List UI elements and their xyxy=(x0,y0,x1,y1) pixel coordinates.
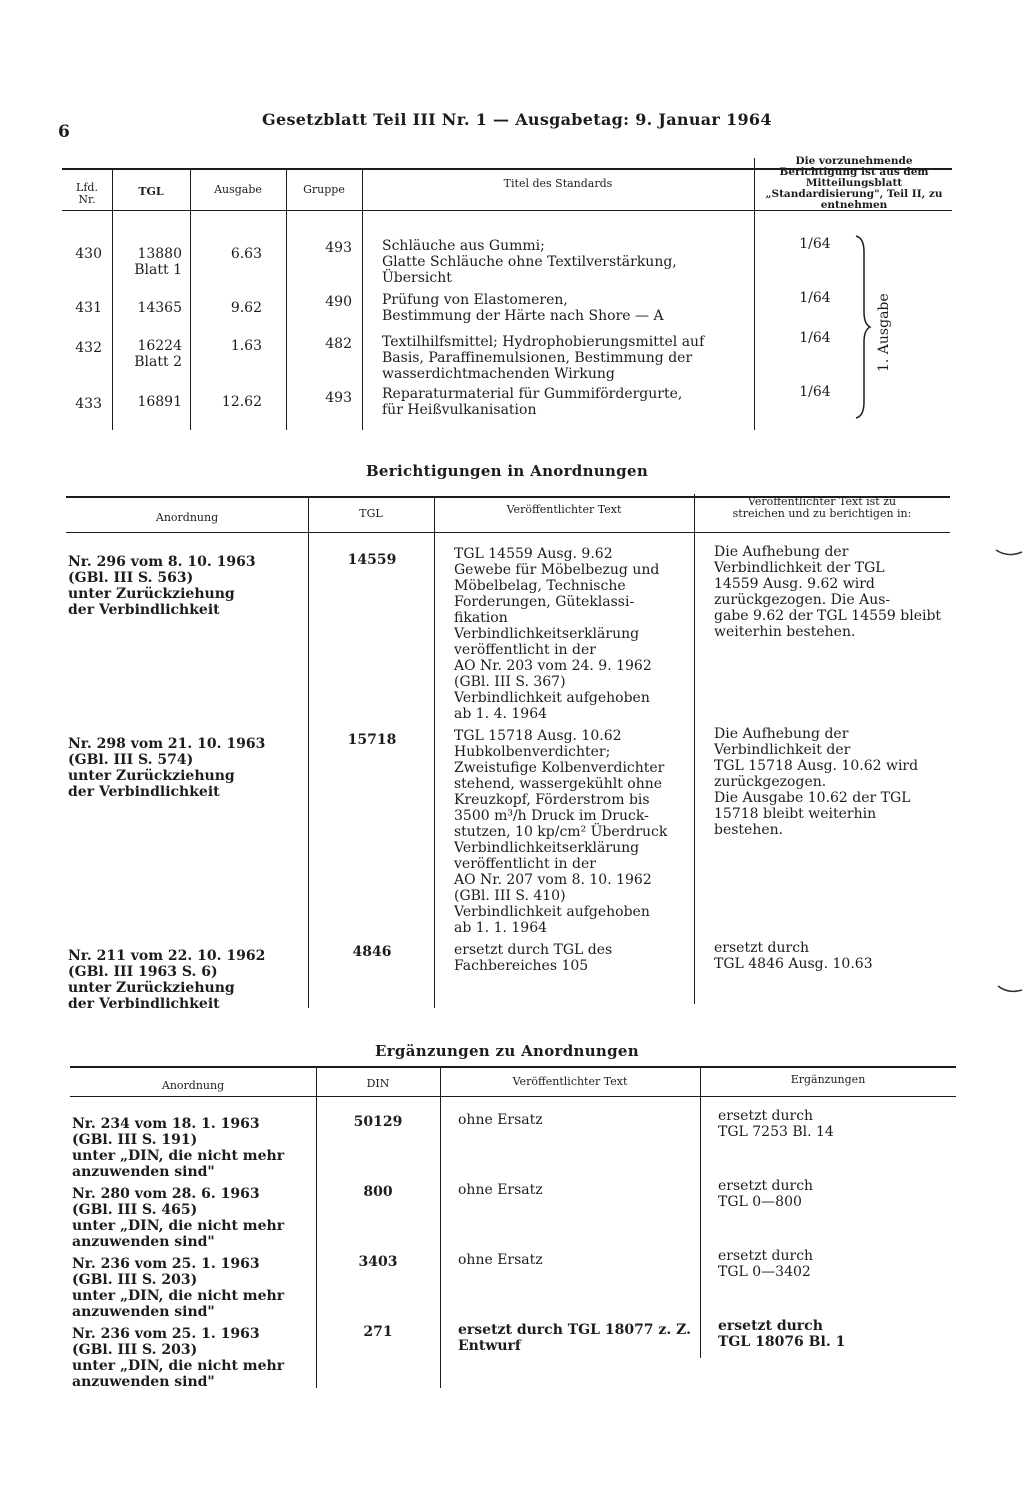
col-header-text: Veröffentlichter Text xyxy=(512,1075,628,1088)
table2-vline xyxy=(308,498,309,1008)
table-row-anordnung: Nr. 236 vom 25. 1. 1963 (GBl. III S. 203) unter „DIN, die nicht mehr anzuwenden sind" xyxy=(72,1256,285,1320)
table-row-text: TGL 15718 Ausg. 10.62 Hubkolbenverdichter; Zweistufige Kolbenverdichter stehend, wassergekühlt ohne Kreuzkopf, Förderstrom bis 3500 m³/h Druck im Druck- stutzen, 10 kp/cm² Überdruck Verbindlichkeitserklärung veröffentlicht in der AO Nr. 207 vom 8. 10. 1962 (GBl. III S. 410) Verbindlichkeit aufgehoben ab 1. 1. 1964 xyxy=(454,728,668,936)
table-row-ber: 1/64 xyxy=(799,330,831,346)
table-row-anordnung: Nr. 298 vom 21. 10. 1963 (GBl. III S. 574) unter Zurückziehung der Verbindlichkeit xyxy=(68,736,266,800)
table-row-anordnung: Nr. 234 vom 18. 1. 1963 (GBl. III S. 191) unter „DIN, die nicht mehr anzuwenden sind" xyxy=(72,1116,285,1180)
table-row-gruppe: 490 xyxy=(325,294,352,310)
table-row-ausgabe: 1.63 xyxy=(230,338,262,354)
brace-icon xyxy=(850,232,874,422)
table-row-titel: Textilhilfsmittel; Hydrophobierungsmittel auf Basis, Paraffinemulsionen, Bestimmung der wasserdichtmachenden Wirkung xyxy=(382,334,705,382)
table1-vline xyxy=(362,170,363,430)
table-row-tgl: 14365 xyxy=(137,300,182,316)
table-row-anordnung: Nr. 236 vom 25. 1. 1963 (GBl. III S. 203) unter „DIN, die nicht mehr anzuwenden sind" xyxy=(72,1326,285,1390)
table3-vline xyxy=(440,1068,441,1388)
table-row-erg: ersetzt durch TGL 0—3402 xyxy=(718,1248,814,1280)
table-row-din: 271 xyxy=(363,1324,393,1340)
table-row-erg: ersetzt durch TGL 0—800 xyxy=(718,1178,814,1210)
table-row-din: 50129 xyxy=(353,1114,403,1130)
table3-header-rule xyxy=(70,1096,956,1097)
table-row-berichtigung: ersetzt durch TGL 4846 Ausg. 10.63 xyxy=(714,940,873,972)
table-row-lfd: 433 xyxy=(75,396,102,412)
table-row-ber: 1/64 xyxy=(799,384,831,400)
table1-vline xyxy=(754,158,755,430)
col-header-berichtigung: Die vorzunehmende Berichtigung ist aus dem Mitteilungsblatt „Standardisierung", Teil II, zu entnehmen xyxy=(765,155,943,211)
table-row-ber: 1/64 xyxy=(799,236,831,252)
table-row-berichtigung: Die Aufhebung der Verbindlichkeit der TGL 15718 Ausg. 10.62 wird zurückgezogen. Die Ausgabe 10.62 der TGL 15718 bleibt weiterhin bestehen. xyxy=(714,726,919,838)
table-row-gruppe: 493 xyxy=(325,240,352,256)
brace-label: 1. Ausgabe xyxy=(876,293,892,372)
col-header-tgl: TGL xyxy=(359,507,383,520)
page-number: 6 xyxy=(58,122,70,142)
page-title: Gesetzblatt Teil III Nr. 1 — Ausgabetag: 9. Januar 1964 xyxy=(262,110,772,129)
table-row-tgl: 14559 xyxy=(347,552,397,568)
col-header-anordnung: Anordnung xyxy=(155,511,219,524)
table-row-titel: Schläuche aus Gummi; Glatte Schläuche ohne Textilverstärkung, Übersicht xyxy=(382,238,677,286)
table-row-text: ohne Ersatz xyxy=(458,1252,543,1268)
table-row-titel: Prüfung von Elastomeren, Bestimmung der Härte nach Shore — A xyxy=(382,292,664,324)
table-row-tgl: 16891 xyxy=(137,394,182,410)
table-row-tgl: 15718 xyxy=(347,732,397,748)
table2-header-rule xyxy=(66,532,950,533)
col-header-tgl: TGL xyxy=(138,185,164,198)
table-row-lfd: 431 xyxy=(75,300,102,316)
table2-vline xyxy=(694,494,695,1004)
table-row-ausgabe: 12.62 xyxy=(221,394,262,410)
table-row-ausgabe: 9.62 xyxy=(230,300,262,316)
table3-vline xyxy=(700,1068,701,1358)
table-row-ber: 1/64 xyxy=(799,290,831,306)
scan-mark-icon xyxy=(994,548,1024,560)
col-header-lfd: Lfd. Nr. xyxy=(76,181,98,206)
table-row-tgl: 13880 Blatt 1 xyxy=(134,246,182,278)
col-header-streichen: Veröffentlichter Text ist zu streichen und zu berichtigen in: xyxy=(732,495,912,520)
table-row-tgl: 4846 xyxy=(352,944,392,960)
table-row-din: 3403 xyxy=(358,1254,398,1270)
col-header-anordnung: Anordnung xyxy=(161,1079,225,1092)
table-row-text: ersetzt durch TGL 18077 z. Z. Entwurf xyxy=(458,1322,691,1354)
table-row-text: ohne Ersatz xyxy=(458,1112,543,1128)
table-row-anordnung: Nr. 211 vom 22. 10. 1962 (GBl. III 1963 S. 6) unter Zurückziehung der Verbindlichkeit xyxy=(68,948,266,1012)
col-header-ausgabe: Ausgabe xyxy=(214,183,262,196)
table-row-anordnung: Nr. 280 vom 28. 6. 1963 (GBl. III S. 465) unter „DIN, die nicht mehr anzuwenden sind" xyxy=(72,1186,285,1250)
table-row-din: 800 xyxy=(363,1184,393,1200)
table-row-text: ohne Ersatz xyxy=(458,1182,543,1198)
col-header-gruppe: Gruppe xyxy=(303,183,345,196)
section-title-ergaenzungen: Ergänzungen zu Anordnungen xyxy=(375,1042,639,1060)
table-row-text: ersetzt durch TGL des Fachbereiches 105 xyxy=(454,942,613,974)
scan-mark-icon xyxy=(996,984,1024,996)
table-row-erg: ersetzt durch TGL 7253 Bl. 14 xyxy=(718,1108,834,1140)
table-row-lfd: 432 xyxy=(75,340,102,356)
col-header-ergaenzungen: Ergänzungen xyxy=(790,1073,866,1086)
table-row-gruppe: 493 xyxy=(325,390,352,406)
table-row-titel: Reparaturmaterial für Gummifördergurte, für Heißvulkanisation xyxy=(382,386,683,418)
col-header-din: DIN xyxy=(366,1077,390,1090)
table2-vline xyxy=(434,498,435,1008)
table-row-anordnung: Nr. 296 vom 8. 10. 1963 (GBl. III S. 563) unter Zurückziehung der Verbindlichkeit xyxy=(68,554,256,618)
table-row-tgl: 16224 Blatt 2 xyxy=(134,338,182,370)
table-row-text: TGL 14559 Ausg. 9.62 Gewebe für Möbelbezug und Möbelbelag, Technische Forderungen, Güteklassi- fikation Verbindlichkeitserklärung veröffentlicht in der AO Nr. 203 vom 24. 9. 1962 (GBl. III S. 367) Verbindlichkeit aufgehoben ab 1. 4. 1964 xyxy=(454,546,660,722)
table-row-lfd: 430 xyxy=(75,246,102,262)
table-row-ausgabe: 6.63 xyxy=(230,246,262,262)
section-title-berichtigungen: Berichtigungen in Anordnungen xyxy=(365,462,649,480)
col-header-text: Veröffentlichter Text xyxy=(506,503,622,516)
table-row-erg: ersetzt durch TGL 18076 Bl. 1 xyxy=(718,1318,846,1350)
table3-top-rule xyxy=(70,1066,956,1068)
table-row-berichtigung: Die Aufhebung der Verbindlichkeit der TGL 14559 Ausg. 9.62 wird zurückgezogen. Die Aus- gabe 9.62 der TGL 14559 bleibt weiterhin bestehen. xyxy=(714,544,942,640)
col-header-titel: Titel des Standards xyxy=(503,177,613,190)
table-row-gruppe: 482 xyxy=(325,336,352,352)
